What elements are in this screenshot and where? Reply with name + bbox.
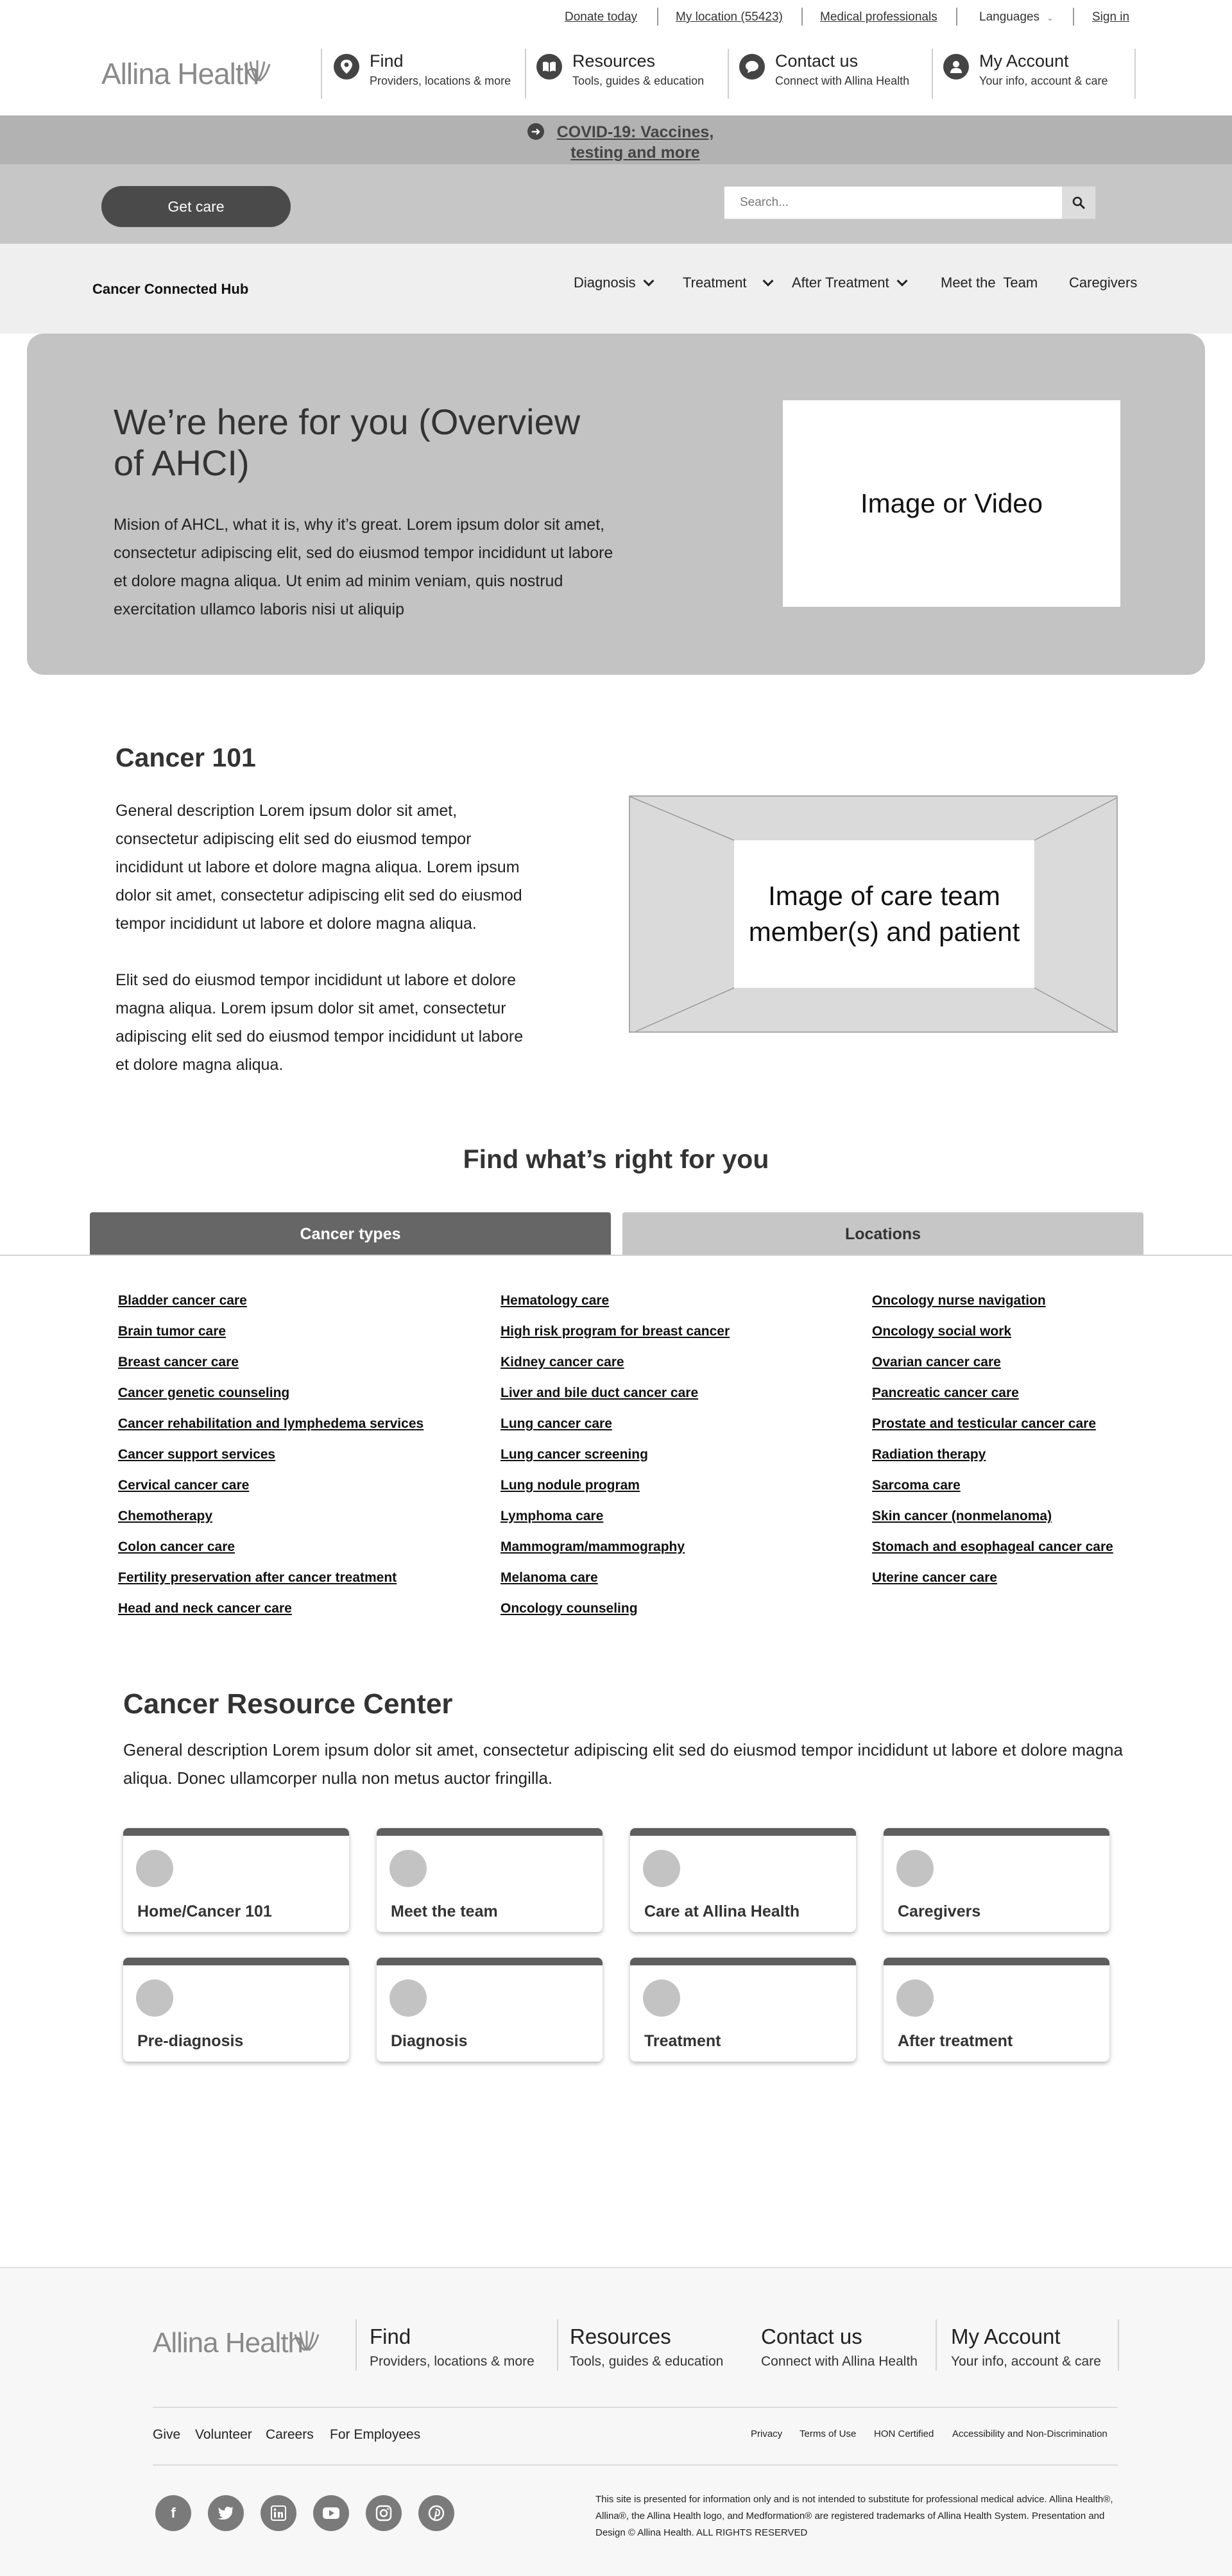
divider — [728, 49, 729, 99]
cancer-type-link[interactable]: Pancreatic cancer care — [872, 1385, 1019, 1400]
cancer-type-link[interactable]: Brain tumor care — [118, 1324, 227, 1339]
footer-nav-title: Contact us — [761, 2325, 862, 2348]
resource-card-icon — [136, 1979, 173, 2017]
resource-card-icon — [896, 1850, 934, 1887]
allina-health-logo[interactable]: Allina Health — [101, 57, 259, 90]
divider — [932, 49, 933, 99]
languages-dropdown[interactable] — [979, 10, 1053, 24]
header-nav-subtitle: Providers, locations & more — [370, 74, 511, 87]
cancer-type-link[interactable]: Stomach and esophageal cancer care — [872, 1539, 1113, 1554]
resource-card[interactable] — [123, 1958, 349, 2062]
header-nav-subtitle: Your info, account & care — [979, 74, 1108, 87]
covid-link[interactable]: COVID-19: Vaccines, testing and more — [556, 123, 714, 162]
footer-link-for-employees[interactable]: For Employees — [330, 2427, 421, 2442]
footer-nav-title: Resources — [570, 2325, 671, 2348]
cancer-type-link[interactable]: Cancer support services — [118, 1447, 276, 1462]
divider — [1134, 49, 1136, 99]
location-pin-icon — [334, 54, 359, 80]
footer-nav-my-account[interactable] — [951, 2325, 1101, 2369]
sign-in-link[interactable]: Sign in — [1092, 10, 1130, 24]
divider — [801, 8, 803, 26]
cancer-types-column-3 — [872, 1293, 1113, 1601]
chat-bubble-icon — [739, 54, 765, 80]
covid-banner — [0, 115, 1232, 164]
linkedin-icon[interactable] — [261, 2495, 296, 2531]
footer-nav-title: My Account — [951, 2325, 1061, 2348]
search-input[interactable] — [724, 187, 1062, 219]
divider — [525, 49, 526, 99]
resource-card[interactable] — [884, 1958, 1109, 2062]
cancer-type-link[interactable]: Breast cancer care — [118, 1355, 239, 1369]
divider — [355, 2319, 357, 2371]
cancer-type-link[interactable]: Bladder cancer care — [118, 1293, 247, 1308]
divider — [557, 2319, 558, 2371]
chevron-down-icon — [763, 276, 774, 287]
divider — [321, 49, 322, 99]
footer-nav-subtitle: Providers, locations & more — [370, 2354, 535, 2369]
care-team-image-placeholder — [629, 795, 1118, 1033]
chevron-down-icon: ⌄ — [1047, 13, 1054, 22]
arrow-right-icon: ➜ — [527, 123, 544, 140]
pinterest-icon[interactable] — [418, 2495, 454, 2531]
divider — [657, 8, 658, 26]
resource-card-label: Diagnosis — [391, 2032, 468, 2050]
cancer-type-link[interactable]: Uterine cancer care — [872, 1570, 997, 1585]
cancer-type-link[interactable]: Oncology counseling — [501, 1601, 638, 1616]
cancer-types-column-1 — [118, 1293, 424, 1632]
resource-card-label: Pre-diagnosis — [137, 2032, 244, 2050]
medical-professionals-link[interactable]: Medical professionals — [820, 10, 937, 24]
hub-nav — [0, 244, 1232, 334]
divider — [1118, 2319, 1119, 2371]
cancer-type-link[interactable]: Fertility preservation after cancer treatment — [118, 1570, 397, 1585]
resource-card-label: After treatment — [898, 2032, 1013, 2050]
cancer-type-link[interactable]: Colon cancer care — [118, 1539, 235, 1554]
tab-locations[interactable]: Locations — [622, 1212, 1143, 1256]
footer-nav-subtitle: Connect with Allina Health — [761, 2354, 918, 2369]
cancer-type-link[interactable]: Cancer rehabilitation and lymphedema services — [118, 1416, 424, 1431]
cancer-type-link[interactable]: Lymphoma care — [501, 1509, 604, 1523]
hub-nav-diagnosis[interactable] — [574, 275, 653, 291]
footer-nav-title: Find — [370, 2325, 411, 2348]
legal-link-hon[interactable]: HON Certified — [874, 2428, 934, 2439]
resource-card-icon — [896, 1979, 934, 2017]
footer-nav-contact[interactable] — [761, 2325, 918, 2369]
cancer-type-link[interactable]: Hematology care — [501, 1293, 610, 1308]
hero-body: Mision of AHCL, what it is, why it’s great. Lorem ipsum dolor sit amet, consectetur adipiscing elit, sed do eiusmod tempor incididunt ut labore et dolore magna aliqua. Ut enim ad minim veniam, quis nostrud exercitation ullamco laboris nisi ut aliquip — [114, 516, 613, 618]
twitter-icon[interactable] — [208, 2495, 244, 2531]
resource-card-icon — [136, 1850, 173, 1887]
header-nav-title: Resources — [572, 51, 656, 71]
footer-nav-subtitle: Tools, guides & education — [570, 2354, 724, 2369]
header-nav-subtitle: Tools, guides & education — [572, 74, 705, 87]
footer-link-careers[interactable]: Careers — [266, 2427, 314, 2442]
hub-nav-label: Diagnosis — [574, 275, 636, 291]
footer-link-give[interactable]: Give — [153, 2427, 181, 2442]
cancer-type-link[interactable]: High risk program for breast cancer — [501, 1324, 730, 1339]
chevron-down-icon — [896, 276, 907, 287]
tab-divider — [0, 1255, 1232, 1256]
facebook-icon[interactable]: f — [155, 2495, 191, 2531]
my-location-link[interactable]: My location (55423) — [676, 10, 783, 24]
resource-card-icon — [643, 1979, 680, 2017]
cancer-type-link[interactable]: Oncology nurse navigation — [872, 1293, 1046, 1308]
cancer-type-link[interactable]: Chemotherapy — [118, 1509, 213, 1523]
cancer-type-link[interactable]: Melanoma care — [501, 1570, 598, 1585]
section-title: Cancer 101 — [116, 743, 256, 772]
resource-card-icon — [389, 1979, 427, 2017]
resource-card-label: Meet the team — [391, 1902, 498, 1920]
tab-cancer-types[interactable]: Cancer types — [90, 1212, 611, 1256]
divider — [956, 8, 957, 26]
cancer-type-link[interactable]: Oncology social work — [872, 1324, 1012, 1339]
resource-card[interactable] — [377, 1958, 603, 2062]
hub-nav-label: After Treatment — [792, 275, 889, 291]
get-care-button[interactable]: Get care — [101, 186, 291, 227]
cancer-types-column-2 — [501, 1293, 730, 1632]
hero-title: We’re here for you (Overview of AHCI) — [114, 402, 581, 483]
footer-nav-subtitle: Your info, account & care — [951, 2354, 1101, 2369]
cancer-type-link[interactable]: Ovarian cancer care — [872, 1355, 1001, 1369]
resource-center-body: General description Lorem ipsum dolor sit amet, consectetur adipiscing elit sed do eiusmod tempor incididunt ut labore et dolore magna aliqua. Donec ullamcorper nulla non metus auctor fringilla. — [123, 1740, 1123, 1788]
hub-nav-caregivers[interactable] — [1069, 275, 1137, 291]
footer-nav-find[interactable] — [370, 2325, 535, 2369]
search-icon — [1072, 196, 1086, 210]
legal-link-privacy[interactable]: Privacy — [751, 2428, 783, 2439]
resource-card-label: Home/Cancer 101 — [137, 1902, 272, 1920]
hero-section — [27, 334, 1205, 675]
hero-media-placeholder[interactable]: Image or Video — [783, 400, 1120, 607]
legal-link-terms[interactable]: Terms of Use — [800, 2428, 857, 2439]
hub-nav-label: Treatment — [683, 275, 747, 291]
cancer-type-link[interactable]: Lung nodule program — [501, 1478, 640, 1493]
footer-disclaimer: This site is presented for information only and is not intended to substitute for professional medical advice. Allina Health®, Allina®, the Allina Health logo, and Medformation® are registered trademarks of Allina Health System. Presentation and Design © Allina Health. ALL RIGHTS RESERVED — [595, 2494, 1113, 2538]
resource-card-icon — [389, 1850, 427, 1887]
cancer-type-link[interactable]: Kidney cancer care — [501, 1355, 624, 1369]
donate-link[interactable]: Donate today — [565, 10, 638, 24]
cancer-101-paragraph: Elit sed do eiusmod tempor incididunt ut labore et dolore magna aliqua. Lorem ipsum dolor sit amet, consectetur adipiscing elit sed do eiusmod tempor incididunt ut labore et dolore magna aliqua. — [116, 971, 524, 1074]
cancer-type-link[interactable]: Skin cancer (nonmelanoma) — [872, 1509, 1052, 1523]
search-bar — [724, 186, 1096, 219]
resource-card[interactable] — [630, 1958, 856, 2062]
resource-card-label: Treatment — [644, 2032, 721, 2050]
resource-card[interactable] — [377, 1828, 603, 1932]
hub-nav-meet-the-team[interactable] — [941, 275, 1038, 291]
footer — [0, 2267, 1232, 2576]
header-nav-title: Contact us — [775, 51, 859, 71]
cancer-101-paragraph: General description Lorem ipsum dolor sit amet, consectetur adipiscing elit sed do eiusmod tempor incididunt ut labore et dolore magna aliqua. Lorem ipsum dolor sit amet, consectetur adipiscing elit sed do eiusmod tempor incididunt ut labore et dolore magna aliqua. — [116, 802, 522, 933]
cancer-type-link[interactable]: Prostate and testicular cancer care — [872, 1416, 1097, 1431]
resource-card[interactable] — [884, 1828, 1109, 1932]
search-button[interactable] — [1062, 187, 1095, 219]
cancer-type-link[interactable]: Sarcoma care — [872, 1478, 961, 1493]
header-nav-title: My Account — [979, 51, 1069, 71]
cancer-type-link[interactable]: Liver and bile duct cancer care — [501, 1385, 699, 1400]
languages-label: Languages — [979, 10, 1040, 24]
header-nav-subtitle: Connect with Allina Health — [775, 74, 910, 87]
footer-link-volunteer[interactable]: Volunteer — [195, 2427, 252, 2442]
get-care-band — [0, 164, 1232, 244]
resource-card[interactable] — [630, 1828, 856, 1932]
header-nav-title: Find — [370, 51, 404, 71]
footer-divider — [153, 2407, 1118, 2408]
hub-nav-after-treatment[interactable] — [792, 275, 906, 291]
hub-nav-treatment[interactable] — [683, 275, 772, 291]
cancer-type-link[interactable]: Mammogram/mammography — [501, 1539, 685, 1554]
main-header — [0, 35, 1232, 115]
cancer-type-link[interactable]: Lung cancer care — [501, 1416, 612, 1431]
divider — [1073, 8, 1074, 26]
cancer-type-link[interactable]: Head and neck cancer care — [118, 1601, 292, 1616]
cancer-type-link[interactable]: Lung cancer screening — [501, 1447, 648, 1462]
hub-nav-label: Caregivers — [1069, 275, 1138, 291]
hub-nav-label: Meet the Team — [941, 275, 1038, 291]
chevron-down-icon — [643, 276, 654, 287]
resource-card-icon — [643, 1850, 680, 1887]
section-title: Cancer Resource Center — [123, 1688, 453, 1720]
youtube-icon[interactable] — [313, 2495, 349, 2531]
cancer-type-link[interactable]: Radiation therapy — [872, 1447, 986, 1462]
resource-card[interactable] — [123, 1828, 349, 1932]
allina-logo-mark-icon — [293, 2328, 321, 2353]
divider — [936, 2319, 937, 2371]
cancer-type-link[interactable]: Cervical cancer care — [118, 1478, 250, 1493]
hub-title[interactable]: Cancer Connected Hub — [92, 281, 249, 297]
care-team-image-label: Image of care team member(s) and patient — [734, 840, 1034, 988]
find-section-title: Find what’s right for you — [463, 1144, 769, 1174]
legal-link-accessibility[interactable]: Accessibility and Non-Discrimination — [952, 2428, 1108, 2439]
instagram-icon[interactable] — [366, 2495, 402, 2531]
utility-bar — [0, 0, 1232, 35]
cancer-type-link[interactable]: Cancer genetic counseling — [118, 1385, 290, 1400]
book-icon — [536, 54, 562, 80]
resource-card-label: Caregivers — [898, 1902, 981, 1920]
resource-card-label: Care at Allina Health — [644, 1902, 800, 1920]
footer-logo[interactable]: Allina Health — [153, 2327, 304, 2359]
footer-divider — [153, 2464, 1118, 2466]
user-icon — [943, 54, 969, 80]
allina-logo-mark-icon — [243, 58, 272, 83]
footer-nav-resources[interactable] — [570, 2325, 723, 2369]
